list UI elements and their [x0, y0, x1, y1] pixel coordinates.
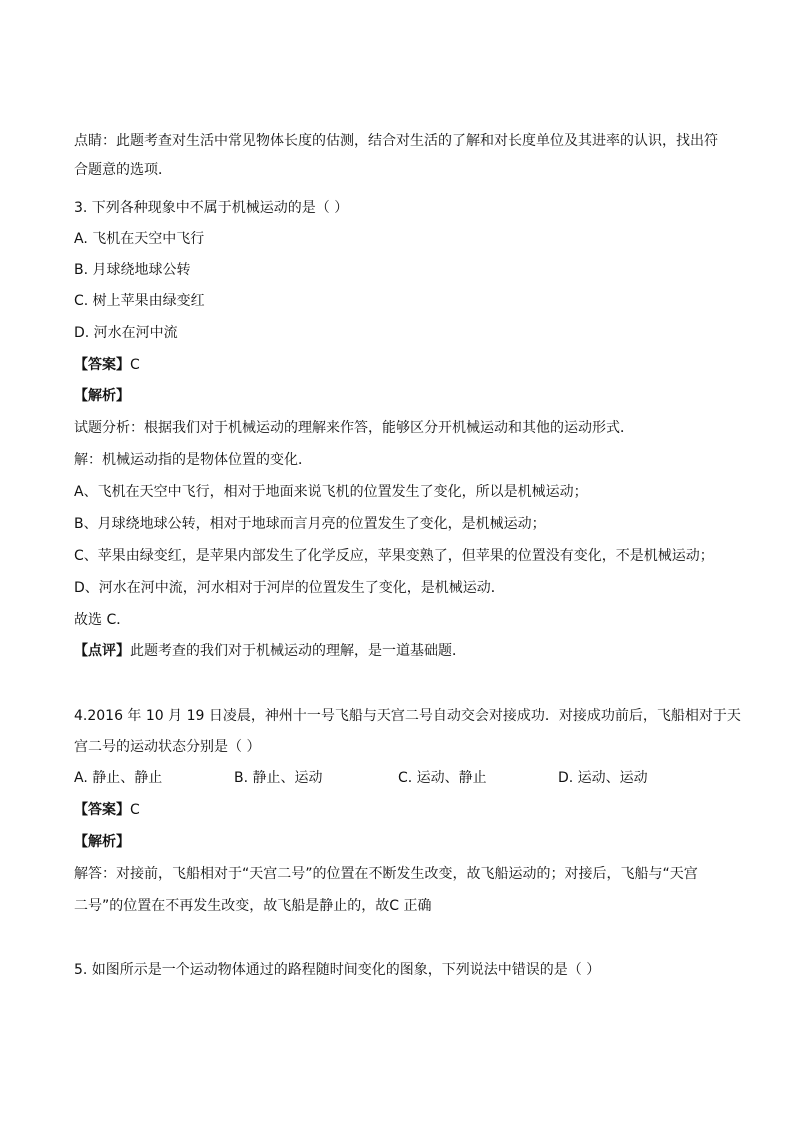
question-4-option-d: D. 运动、运动	[558, 770, 648, 786]
question-3-review	[74, 641, 466, 661]
question-4-stem-line-1: 4.2016 年 10 月 19 日凌晨，神州十一号飞船与天宫二号自动交会对接成功．对接成功前后，飞船相对于天	[74, 708, 741, 724]
question-4-analysis-line-1: 解答：对接前，飞船相对于“天宫二号”的位置在不断发生改变，故飞船运动的；对接后，飞船与“天宫	[74, 866, 698, 882]
answer-label: 【答案】	[74, 357, 130, 373]
question-3-analysis-line: A、飞机在天空中飞行，相对于地面来说飞机的位置发生了变化，所以是机械运动；	[74, 484, 588, 500]
question-3-analysis-label: 【解析】	[74, 388, 130, 404]
question-4-answer	[74, 800, 140, 820]
question-3-answer	[74, 355, 140, 375]
question-4-analysis-line-2: 二号”的位置在不再发生改变，故飞船是静止的，故C 正确	[74, 898, 432, 914]
question-3-analysis-line: D、河水在河中流，河水相对于河岸的位置发生了变化，是机械运动．	[74, 580, 505, 596]
question-4-option-b: B. 静止、运动	[234, 770, 323, 786]
review-label: 【点评】	[74, 643, 130, 659]
question-4-stem-line-2: 宫二号的运动状态分别是（ ）	[74, 739, 261, 755]
question-3-option-a: A. 飞机在天空中飞行	[74, 231, 205, 247]
question-3-option-d: D. 河水在河中流	[74, 325, 178, 341]
commentary-line-2: 合题意的选项．	[74, 162, 172, 178]
question-4-option-a: A. 静止、静止	[74, 770, 163, 786]
commentary-line-1: 点睛：此题考查对生活中常见物体长度的估测，结合对生活的了解和对长度单位及其进率的认识，找出符	[74, 133, 718, 149]
question-4-option-c: C. 运动、静止	[398, 770, 487, 786]
question-3-analysis-line: 解：机械运动指的是物体位置的变化．	[74, 452, 312, 468]
question-3-option-b: B. 月球绕地球公转	[74, 262, 191, 278]
review-text: 此题考查的我们对于机械运动的理解，是一道基础题．	[130, 643, 466, 659]
question-3-option-c: C. 树上苹果由绿变红	[74, 293, 205, 309]
question-3-analysis-line: B、月球绕地球公转，相对于地球而言月亮的位置发生了变化，是机械运动；	[74, 516, 546, 532]
answer-value: C	[130, 802, 140, 818]
question-3-analysis-line: 故选 C．	[74, 612, 131, 628]
answer-value: C	[130, 357, 140, 373]
question-4-analysis-label: 【解析】	[74, 834, 130, 850]
question-5-stem: 5. 如图所示是一个运动物体通过的路程随时间变化的图象，下列说法中错误的是（ ）	[74, 962, 601, 978]
answer-label: 【答案】	[74, 802, 130, 818]
question-3-analysis-line: 试题分析：根据我们对于机械运动的理解来作答，能够区分开机械运动和其他的运动形式．	[74, 420, 634, 436]
question-3-analysis-line: C、苹果由绿变红，是苹果内部发生了化学反应，苹果变熟了，但苹果的位置没有变化，不是机械运动；	[74, 548, 714, 564]
question-3-stem: 3. 下列各种现象中不属于机械运动的是（ ）	[74, 200, 349, 216]
